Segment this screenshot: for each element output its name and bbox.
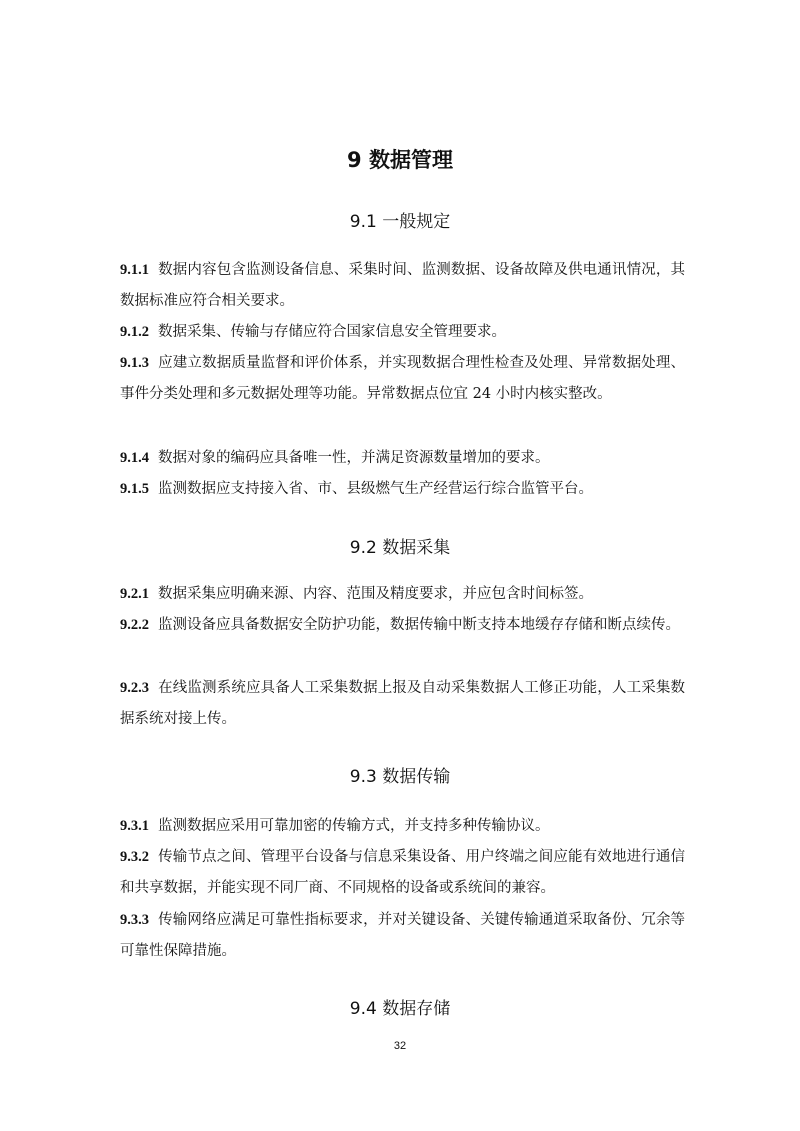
clause-number: 9.3.3: [120, 912, 149, 928]
clause-number: 9.1.5: [120, 481, 149, 497]
clause-number: 9.1.2: [120, 324, 149, 340]
clause-number: 9.3.2: [120, 849, 149, 865]
clause-9-2-3: [120, 673, 685, 735]
clause-9-1-5: [120, 474, 685, 505]
clause-9-1-1: [120, 255, 685, 317]
clause-9-1-4: [120, 443, 685, 474]
section-heading-9-4: 9.4 数据存储: [349, 999, 451, 1019]
clause-number: 9.2.2: [120, 617, 149, 633]
section-heading-9-2: 9.2 数据采集: [349, 538, 451, 558]
page-number: 32: [393, 1040, 407, 1052]
clause-number: 9.1.1: [120, 262, 149, 278]
section-heading-9-3: 9.3 数据传输: [349, 767, 451, 787]
clause-9-1-2: [120, 317, 685, 348]
clause-text: 数据采集、传输与存储应符合国家信息安全管理要求。: [158, 324, 506, 340]
clause-9-3-2: [120, 842, 685, 904]
clause-9-3-1: [120, 811, 685, 842]
clause-text: 数据采集应明确来源、内容、范围及精度要求，并应包含时间标签。: [158, 586, 593, 602]
clause-number: 9.2.1: [120, 586, 149, 602]
clause-text: 传输节点之间、管理平台设备与信息采集设备、用户终端之间应能有效地进行通信和共享数据，并能实现不同厂商、不同规格的设备或系统间的兼容。: [120, 849, 685, 896]
clause-9-1-3: [120, 348, 685, 410]
clause-number: 9.3.1: [120, 818, 149, 834]
clause-text: 传输网络应满足可靠性指标要求，并对关键设备、关键传输通道采取备份、冗余等可靠性保障措施。: [120, 912, 685, 959]
clause-9-2-1: [120, 579, 685, 610]
chapter-title: 9 数据管理: [347, 148, 453, 172]
section-heading-9-1: 9.1 一般规定: [349, 212, 451, 232]
clause-9-3-3: [120, 905, 685, 967]
clause-text: 监测数据应支持接入省、市、县级燃气生产经营运行综合监管平台。: [158, 481, 593, 497]
clause-text: 数据对象的编码应具备唯一性，并满足资源数量增加的要求。: [158, 450, 550, 466]
clause-text: 在线监测系统应具备人工采集数据上报及自动采集数据人工修正功能，人工采集数据系统对接上传。: [120, 680, 685, 727]
clause-text: 数据内容包含监测设备信息、采集时间、监测数据、设备故障及供电通讯情况，其数据标准应符合相关要求。: [120, 262, 685, 309]
clause-number: 9.2.3: [120, 680, 149, 696]
clause-9-2-2: [120, 610, 685, 641]
clause-text: 监测设备应具备数据安全防护功能，数据传输中断支持本地缓存存储和断点续传。: [158, 617, 680, 633]
clause-text: 监测数据应采用可靠加密的传输方式，并支持多种传输协议。: [158, 818, 550, 834]
clause-text: 应建立数据质量监督和评价体系，并实现数据合理性检查及处理、异常数据处理、事件分类处理和多元数据处理等功能。异常数据点位宜 24 小时内核实整改。: [120, 355, 685, 402]
clause-number: 9.1.4: [120, 450, 149, 466]
clause-number: 9.1.3: [120, 355, 149, 371]
